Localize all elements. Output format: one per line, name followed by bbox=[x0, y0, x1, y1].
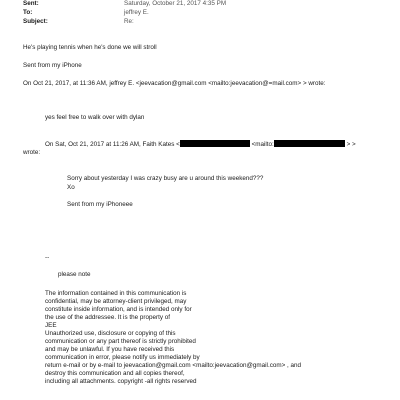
redaction-bar bbox=[274, 140, 345, 147]
disclaimer-line: The information contained in this communication is bbox=[45, 290, 187, 297]
disclaimer-line: constitute inside information, and is intended only for bbox=[45, 306, 192, 313]
to-label: To: bbox=[23, 9, 33, 16]
quote2-body-line-3: Sent from my iPhoneee bbox=[67, 201, 133, 208]
subject-label: Subject: bbox=[23, 18, 48, 25]
reply-signature: Sent from my iPhone bbox=[23, 62, 82, 69]
quote2-wrote: wrote: bbox=[23, 149, 41, 156]
disclaimer-line: communication or any part thereof is strictly prohibited bbox=[45, 338, 196, 345]
quote1-attribution: On Oct 21, 2017, at 11:36 AM, jeffrey E. <jeevacation@gmail.com <mailto:jeevacation@=mail.com> > wrote: bbox=[23, 80, 326, 87]
quote2-body-line-2: Xo bbox=[67, 184, 75, 191]
quote2-body-line-1: Sorry about yesterday I was crazy busy are u around this weekend??? bbox=[67, 175, 264, 182]
disclaimer-line: communication in error, please notify us immediately by bbox=[45, 354, 200, 361]
quote1-body: yes feel free to walk over with dylan bbox=[45, 114, 145, 121]
disclaimer-line: the use of the addressee. It is the property of bbox=[45, 314, 170, 321]
quote2-attribution-mid: <mailto: bbox=[251, 141, 274, 148]
disclaimer-line: destroy this communication and all copies thereof, bbox=[45, 370, 185, 377]
sent-value: Saturday, October 21, 2017 4:35 PM bbox=[124, 0, 227, 7]
reply-line-1: He's playing tennis when he's done we will stroll bbox=[23, 44, 157, 51]
disclaimer-line: Unauthorized use, disclosure or copying of this bbox=[45, 330, 176, 337]
disclaimer-line: and may be unlawful. If you have received this bbox=[45, 346, 175, 353]
signature-dashes: -- bbox=[45, 254, 50, 261]
subject-value: Re: bbox=[124, 18, 134, 25]
redaction-bar bbox=[180, 140, 250, 147]
quote2-attribution-prefix: On Sat, Oct 21, 2017 at 11:26 AM, Faith Kates < bbox=[45, 141, 180, 148]
signature-note: please note bbox=[58, 271, 91, 278]
disclaimer-line: JEE bbox=[45, 322, 57, 329]
quote2-attribution bbox=[45, 140, 356, 149]
quote2-attribution-suffix: > > bbox=[346, 141, 356, 148]
sent-label: Sent: bbox=[23, 0, 39, 7]
disclaimer-line: confidential, may be attorney-client privileged, may bbox=[45, 298, 187, 305]
disclaimer-line: return e-mail or by e-mail to jeevacation@gmail.com <mailto:jeevacation@gmail.com> , and bbox=[45, 362, 302, 369]
disclaimer-line: including all attachments. copyright -all rights reserved bbox=[45, 378, 197, 385]
to-value: jeffrey E. bbox=[124, 9, 149, 16]
